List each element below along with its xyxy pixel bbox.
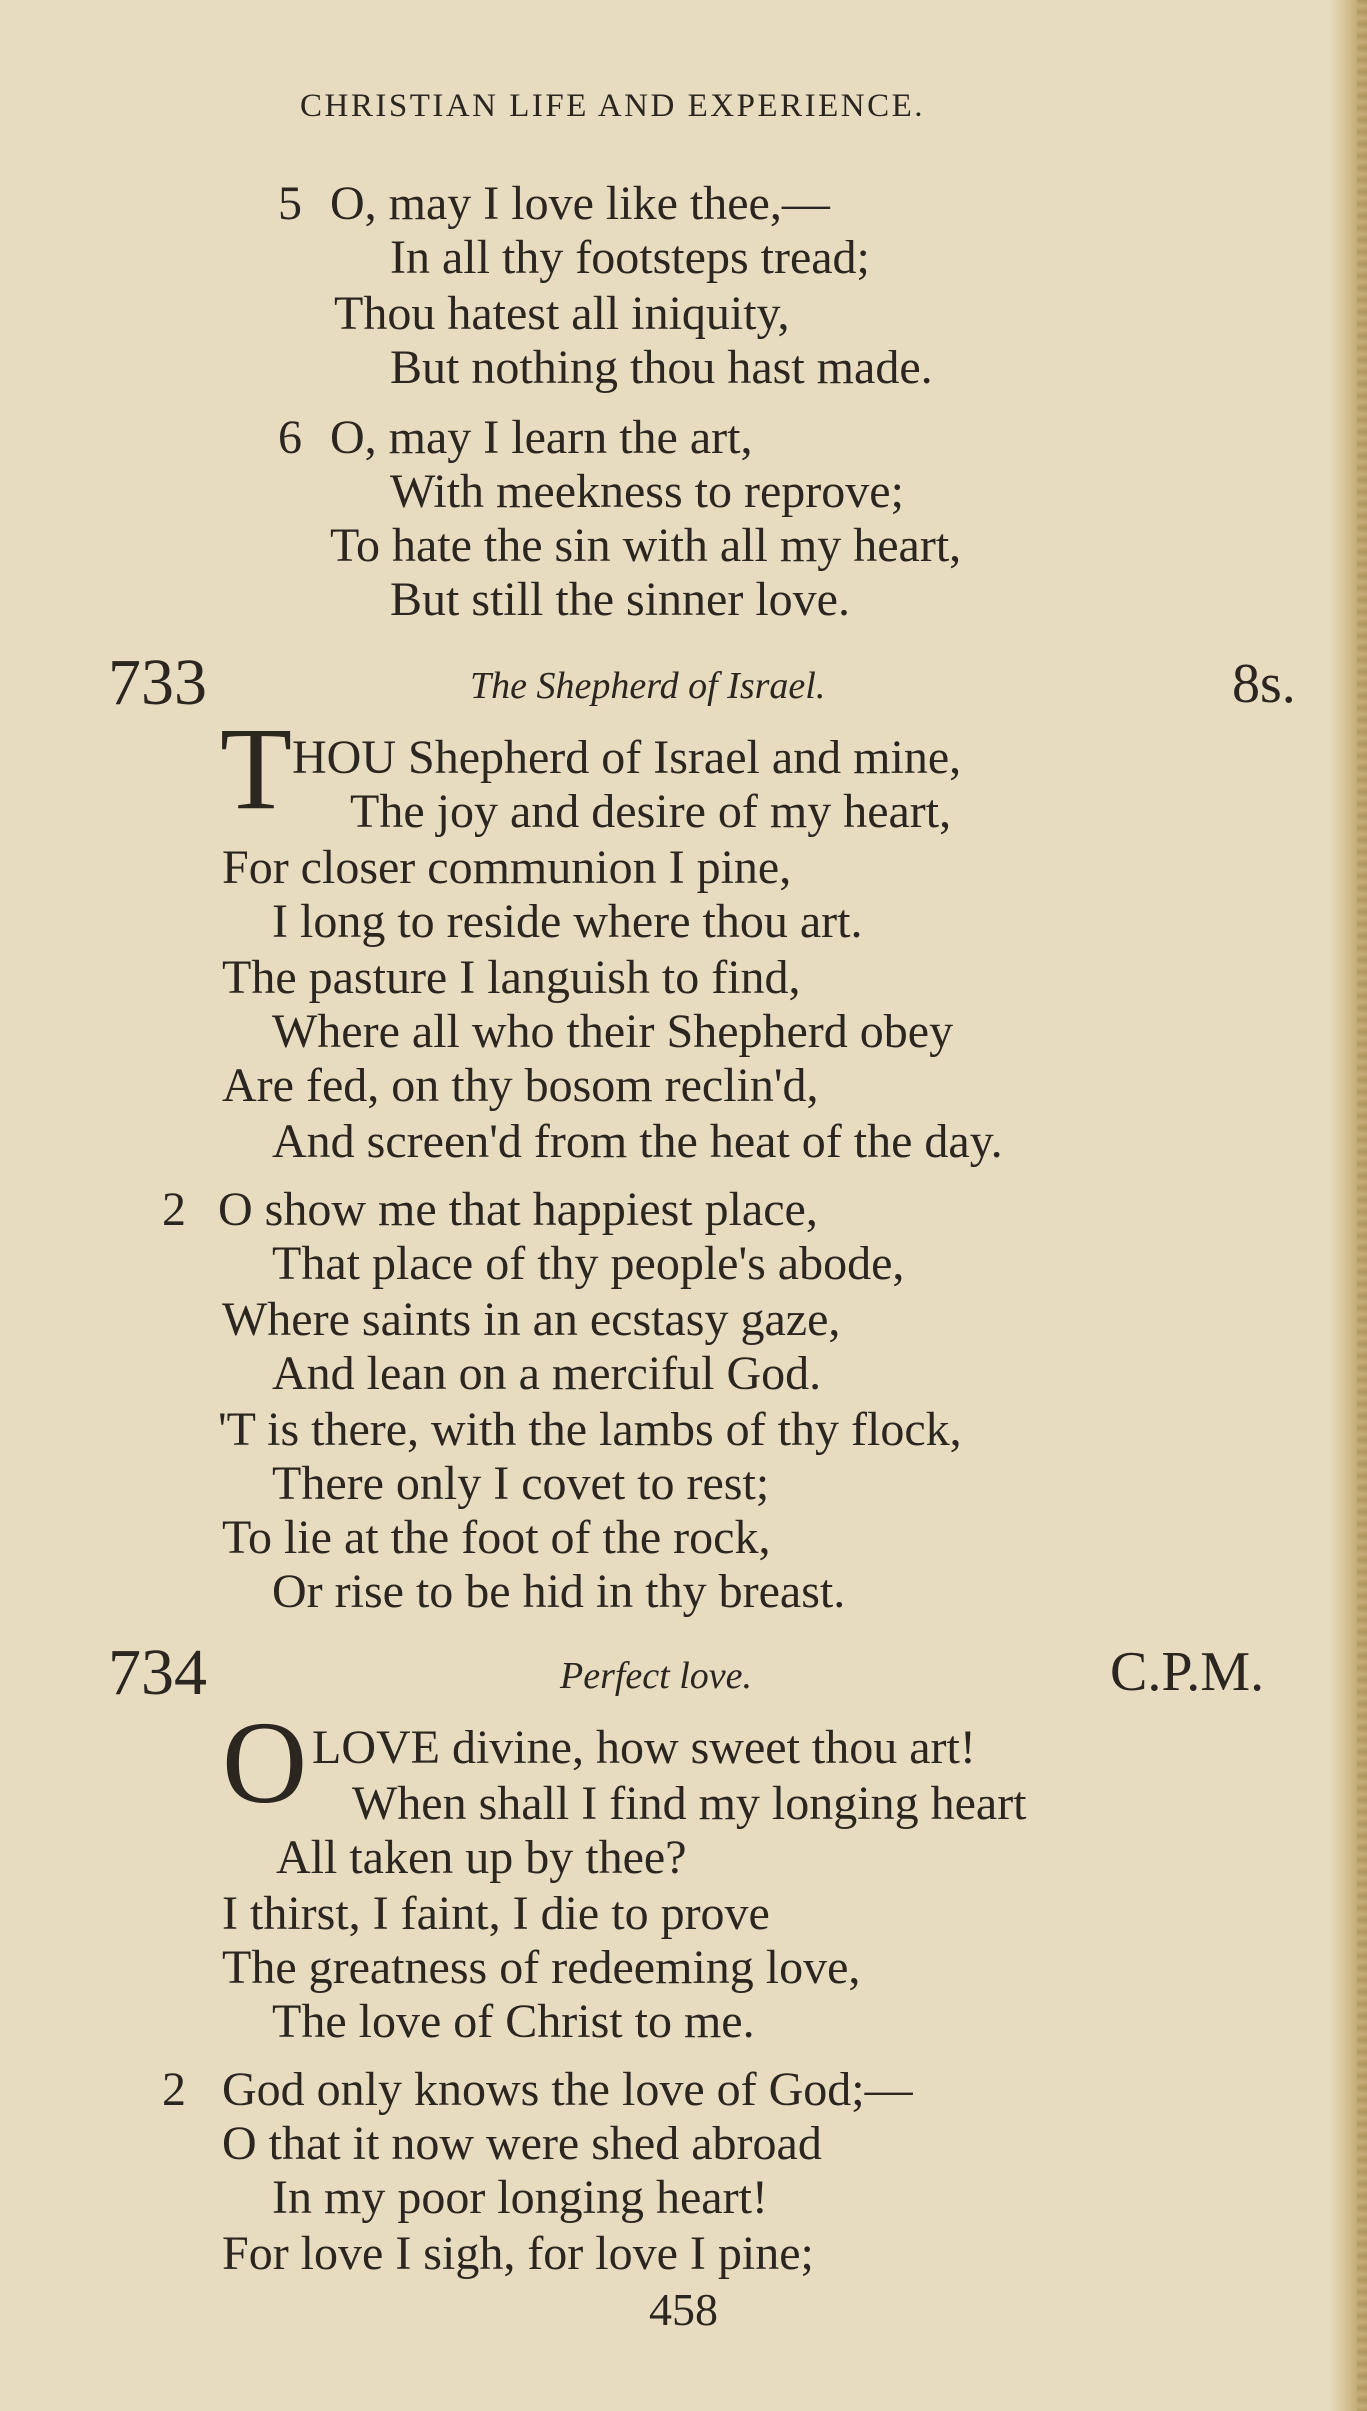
- verse-line: That place of thy people's abode,: [272, 1237, 905, 1290]
- verse-number: 5: [278, 177, 302, 230]
- verse-line: HOU Shepherd of Israel and mine,: [292, 731, 962, 784]
- verse-line: Where all who their Shepherd obey: [272, 1005, 954, 1058]
- verse-line: But nothing thou hast made.: [390, 341, 933, 394]
- verse-line: To hate the sin with all my heart,: [330, 519, 962, 572]
- verse-line: God only knows the love of God;—: [222, 2063, 913, 2116]
- verse-line: With meekness to reprove;: [390, 465, 904, 518]
- hymn-number: 734: [108, 1636, 207, 1709]
- verse-number: 2: [162, 2063, 186, 2116]
- verse-line: O that it now were shed abroad: [222, 2117, 822, 2170]
- verse-line: All taken up by thee?: [276, 1831, 687, 1884]
- verse-line: O show me that happiest place,: [218, 1183, 818, 1236]
- verse-line: For closer communion I pine,: [222, 841, 792, 894]
- verse-line: LOVE divine, how sweet thou art!: [312, 1721, 976, 1774]
- page-number: 458: [649, 2284, 718, 2335]
- hymn-title: Perfect love.: [560, 1655, 753, 1697]
- verse-line: In all thy footsteps tread;: [390, 231, 870, 284]
- verse-line: I long to reside where thou art.: [272, 895, 863, 948]
- verse-line: O, may I love like thee,—: [330, 177, 830, 230]
- verse-number: 2: [162, 1183, 186, 1236]
- verse-line: In my poor longing heart!: [272, 2171, 768, 2224]
- verse-line: 'T is there, with the lambs of thy flock,: [218, 1403, 962, 1456]
- running-header: CHRISTIAN LIFE AND EXPERIENCE.: [300, 88, 925, 124]
- hymn-meter: 8s.: [1232, 653, 1296, 715]
- verse-line: And screen'd from the heat of the day.: [272, 1115, 1003, 1168]
- verse-line: When shall I find my longing heart: [352, 1777, 1027, 1830]
- verse-line: To lie at the foot of the rock,: [222, 1511, 771, 1564]
- verse-line: I thirst, I faint, I die to prove: [222, 1887, 770, 1940]
- verse-line: The pasture I languish to find,: [222, 951, 801, 1004]
- page-edge-texture: [1357, 0, 1367, 2411]
- verse-line: O, may I learn the art,: [330, 411, 753, 464]
- hymn-title: The Shepherd of Israel.: [470, 665, 826, 707]
- verse-line: The love of Christ to me.: [272, 1995, 755, 2048]
- verse-line: For love I sigh, for love I pine;: [222, 2227, 814, 2280]
- verse-line: The greatness of redeeming love,: [222, 1941, 861, 1994]
- verse-line: And lean on a merciful God.: [272, 1347, 822, 1400]
- verse-line: Or rise to be hid in thy breast.: [272, 1565, 846, 1618]
- drop-cap: T: [220, 703, 293, 834]
- verse-line: Are fed, on thy bosom reclin'd,: [222, 1059, 819, 1112]
- drop-cap: O: [222, 1697, 308, 1828]
- verse-line: But still the sinner love.: [390, 573, 850, 626]
- verse-line: The joy and desire of my heart,: [350, 785, 952, 838]
- hymn-meter: C.P.M.: [1110, 1641, 1265, 1703]
- hymn-number: 733: [108, 646, 207, 719]
- verse-line: Thou hatest all iniquity,: [334, 287, 790, 340]
- verse-line: There only I covet to rest;: [272, 1457, 770, 1510]
- verse-number: 6: [278, 411, 302, 464]
- verse-line: Where saints in an ecstasy gaze,: [222, 1293, 841, 1346]
